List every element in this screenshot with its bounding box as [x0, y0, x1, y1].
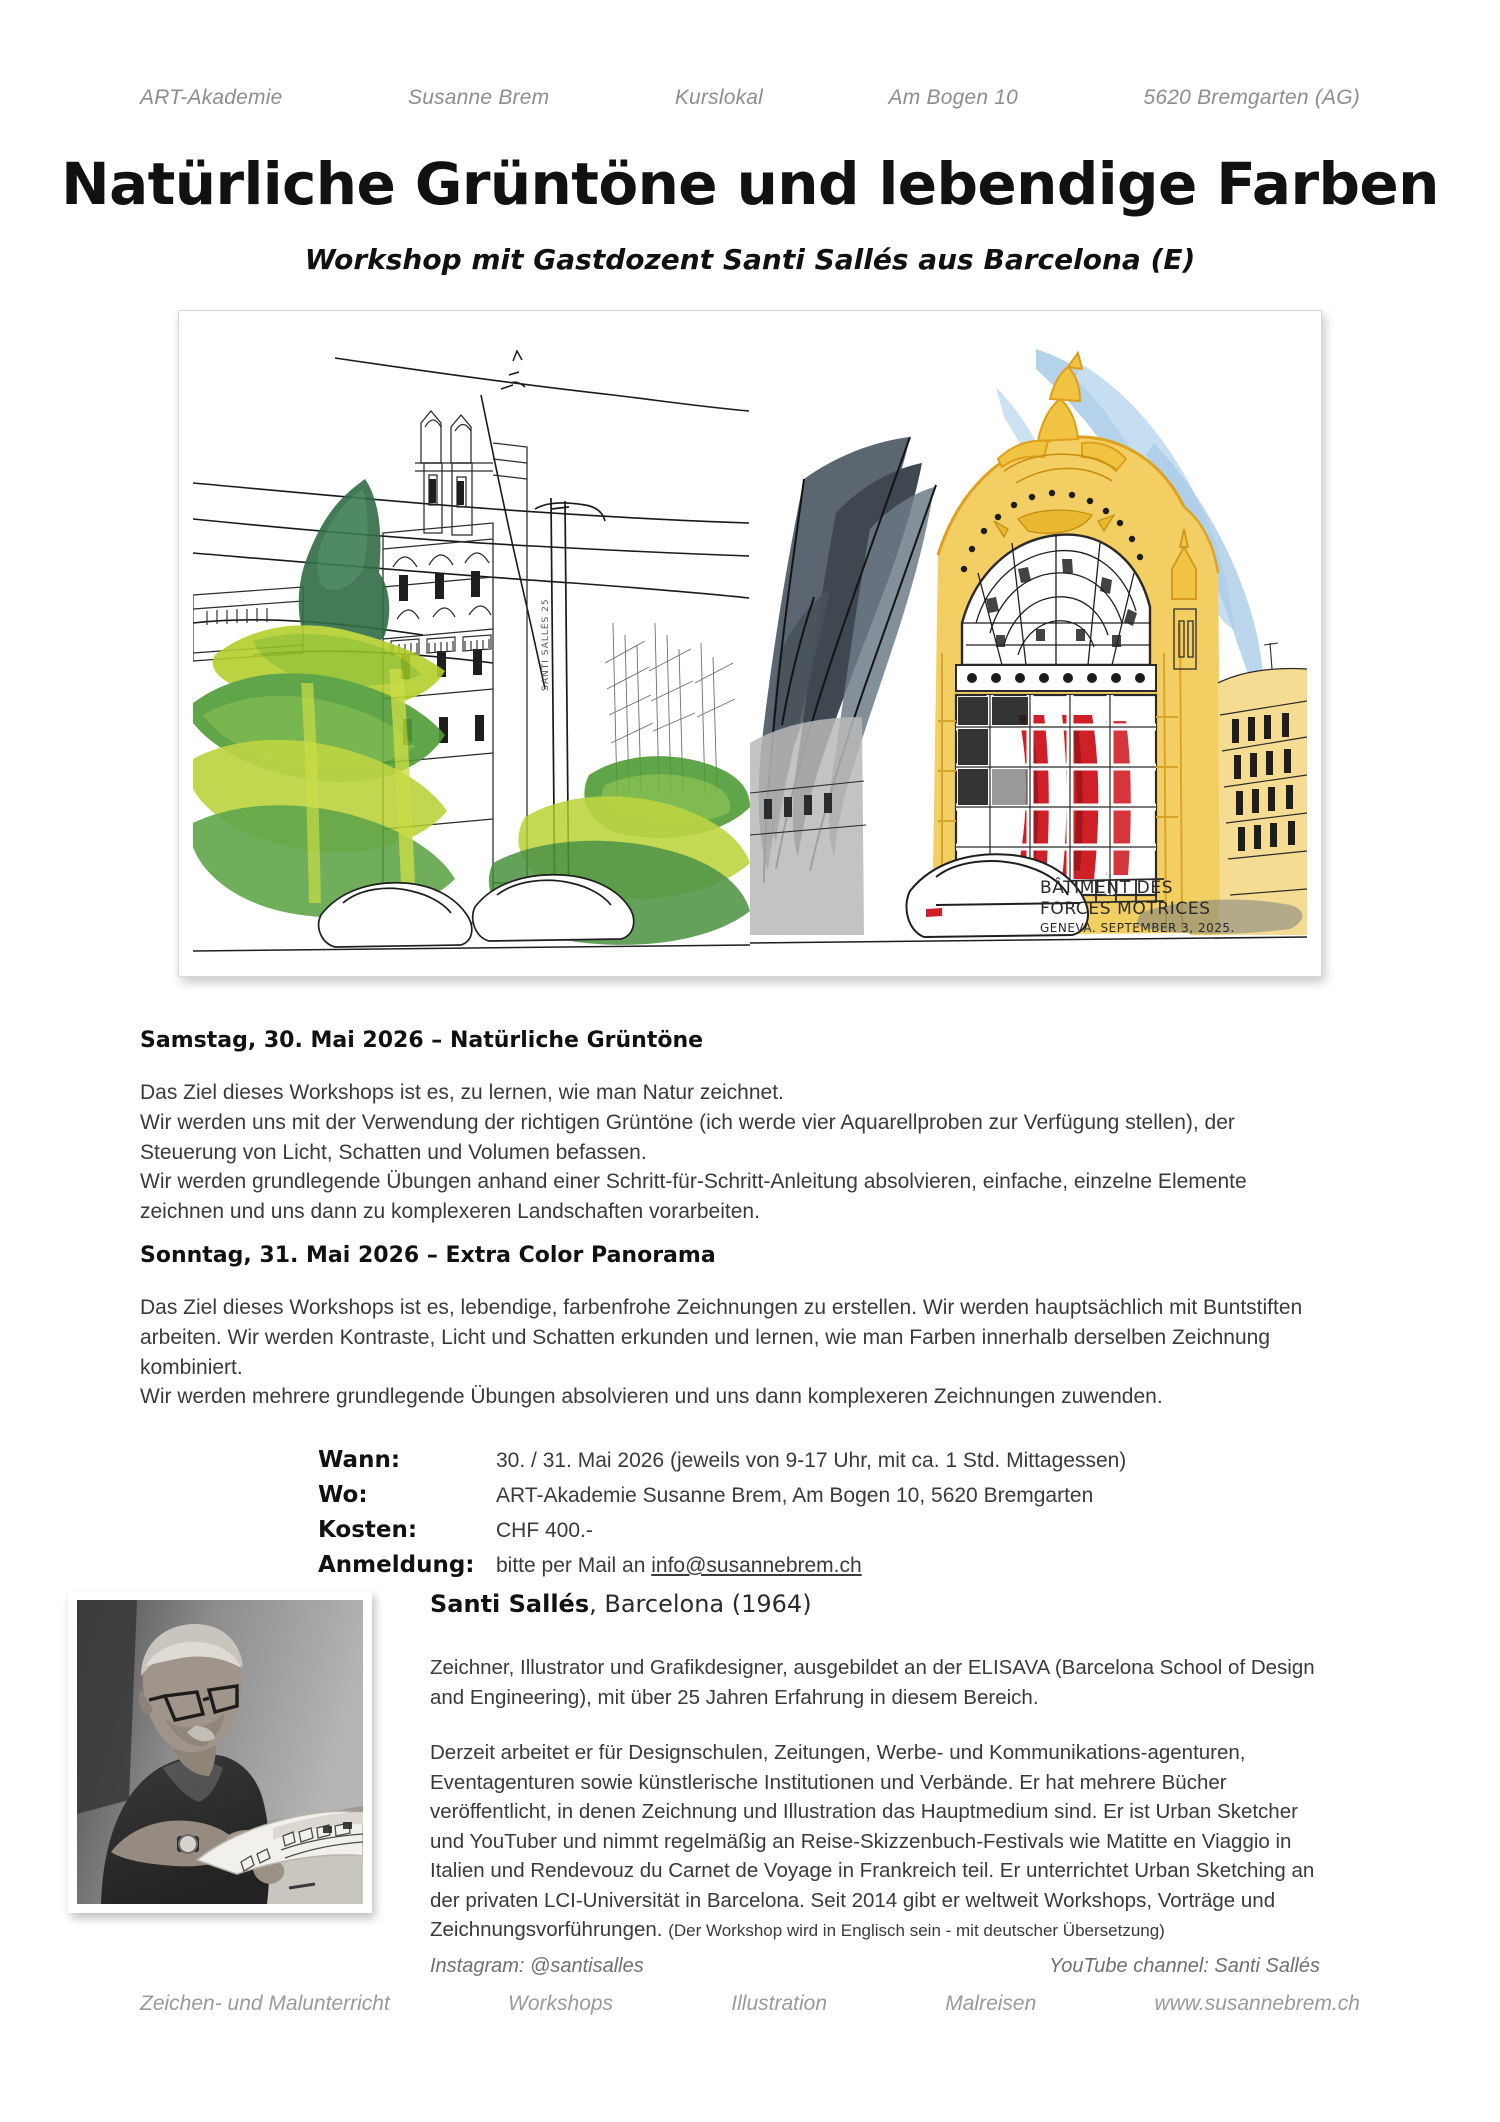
- registration-text: bitte per Mail an: [496, 1553, 652, 1577]
- bio-text: Derzeit arbeitet er für Designschulen, Zeitungen, Werbe- und Kommunikations-agenturen, Eventagenturen sowie künstlerische Institutionen und Verbände. Er hat mehrere Bücher veröffentlicht, in denen Zeichnung und Illustration das Hauptmedium sind. Er ist Urban Sketcher und YouTuber und nimmt regelmäßig an Reise-Skizzenbuch-Festivals wie Matitte en Viaggio in Italien und Rendevouz du Carnet de Voyage in Frankreich teil. Er unterrichtet Urban Sketching an der privaten LCI-Universität in Barcelona. Seit 2014 gibt er weltweit Workshops, Vorträge und Zeichnungsvorführungen.: [430, 1741, 1315, 1942]
- header-item-academy: ART-Akademie: [140, 86, 283, 109]
- caption-line-1: BÂTIMENT DES: [1040, 878, 1174, 898]
- top-header: [140, 86, 1360, 110]
- header-item-street: Am Bogen 10: [888, 86, 1018, 109]
- header-item-person: Susanne Brem: [408, 86, 550, 109]
- caption-line-3: GENEVA. SEPTEMBER 3, 2025.: [1040, 920, 1235, 935]
- details-label: Wann:: [318, 1447, 401, 1473]
- artwork-frame: [178, 310, 1322, 977]
- bio-language-note: (Der Workshop wird in Englisch sein - mit deutscher Übersetzung): [668, 1921, 1165, 1941]
- bio-name-suffix: , Barcelona (1964): [589, 1590, 812, 1618]
- section-heading-saturday: Samstag, 30. Mai 2026 – Natürliche Grüntöne: [140, 1028, 704, 1053]
- paragraph: Das Ziel dieses Workshops ist es, zu lernen, wie man Natur zeichnet.: [140, 1081, 784, 1104]
- footer-nav: [140, 1992, 1360, 2016]
- details-label: Kosten:: [318, 1516, 418, 1543]
- paragraph: Das Ziel dieses Workshops ist es, lebendige, farbenfrohe Zeichnungen zu erstellen. Wir werden hauptsächlich mit Buntstiften arbeiten. Wir werden Kontraste, Licht und Schatten erkunden und lernen, wie man Farben innerhalb derselben Zeichnung kombiniert.: [140, 1296, 1303, 1379]
- paragraph: Wir werden uns mit der Verwendung der richtigen Grüntöne (ich werde vier Aquarellproben zur Verfügung stellen), der Steuerung von Licht, Schatten und Volumen befassen.: [140, 1110, 1235, 1164]
- section-body-saturday: [140, 1078, 1320, 1227]
- portrait-photo-santi-salles: [77, 1600, 363, 1904]
- details-value: CHF 400.-: [496, 1518, 593, 1542]
- artwork-left-signature: SANTI SALLÉS 25: [541, 598, 551, 691]
- sketch-right-batiment-forces-motrices: [750, 323, 1307, 964]
- artwork-inner: [193, 323, 1307, 964]
- bio-paragraph-2: [430, 1738, 1330, 1945]
- bio-name: Santi Sallés: [430, 1590, 590, 1618]
- sketch-left-urban-building: [193, 323, 750, 964]
- footer-item-workshops: Workshops: [508, 1992, 614, 2015]
- header-item-venue: Kurslokal: [674, 86, 764, 109]
- footer-item-lessons: Zeichen- und Malunterricht: [140, 1992, 390, 2015]
- footer-item-painttrips: Malreisen: [945, 1992, 1037, 2015]
- details-value: 30. / 31. Mai 2026 (jeweils von 9-17 Uhr, mit ca. 1 Std. Mittagessen): [496, 1449, 1127, 1472]
- footer-item-website[interactable]: www.susannebrem.ch: [1154, 1992, 1360, 2015]
- details-label: Wo:: [318, 1481, 368, 1508]
- youtube-channel[interactable]: YouTube channel: Santi Sallés: [1049, 1955, 1320, 1977]
- footer-item-illustration: Illustration: [731, 1992, 828, 2015]
- paragraph: Wir werden grundlegende Übungen anhand einer Schritt-für-Schritt-Anleitung absolvieren, einfache, einzelne Elemente zeichnen und uns dann zu komplexeren Landschaften vorarbeiten.: [140, 1170, 1247, 1224]
- paragraph: [430, 1738, 1330, 1945]
- bio-paragraph-1: [430, 1653, 1330, 1712]
- details-row-cost: [318, 1513, 1126, 1548]
- details-row-registration: [318, 1548, 1126, 1583]
- page-subtitle: Workshop mit Gastdozent Santi Sallés aus Barcelona (E): [304, 243, 1196, 276]
- paragraph: Zeichner, Illustrator und Grafikdesigner, ausgebildet an der ELISAVA (Barcelona School of Design and Engineering), mit über 25 Jahren Erfahrung in diesem Bereich.: [430, 1656, 1315, 1709]
- social-links: [430, 1955, 1320, 1978]
- instagram-handle[interactable]: Instagram: @santisalles: [430, 1955, 644, 1977]
- artwork-right-caption: [1040, 878, 1235, 936]
- page-title: Natürliche Grüntöne und lebendige Farben: [61, 150, 1439, 218]
- details-value: [496, 1550, 862, 1582]
- section-body-sunday: [140, 1293, 1320, 1412]
- portrait-frame: [68, 1591, 372, 1913]
- caption-line-2: FORCES MOTRICES: [1040, 899, 1211, 920]
- section-heading-sunday: Sonntag, 31. Mai 2026 – Extra Color Panorama: [140, 1243, 716, 1268]
- paragraph: Wir werden mehrere grundlegende Übungen absolvieren und uns dann komplexeren Zeichnungen zuwenden.: [140, 1385, 1163, 1409]
- details-label: Anmeldung:: [318, 1551, 475, 1578]
- details-value: ART-Akademie Susanne Brem, Am Bogen 10, 5620 Bremgarten: [496, 1483, 1094, 1507]
- details-row-when: [318, 1443, 1126, 1478]
- details-table: [318, 1443, 1126, 1583]
- header-item-city: 5620 Bremgarten (AG): [1143, 86, 1360, 109]
- details-row-where: [318, 1478, 1126, 1513]
- bio-heading: [430, 1590, 812, 1618]
- email-link[interactable]: info@susannebrem.ch: [651, 1553, 862, 1577]
